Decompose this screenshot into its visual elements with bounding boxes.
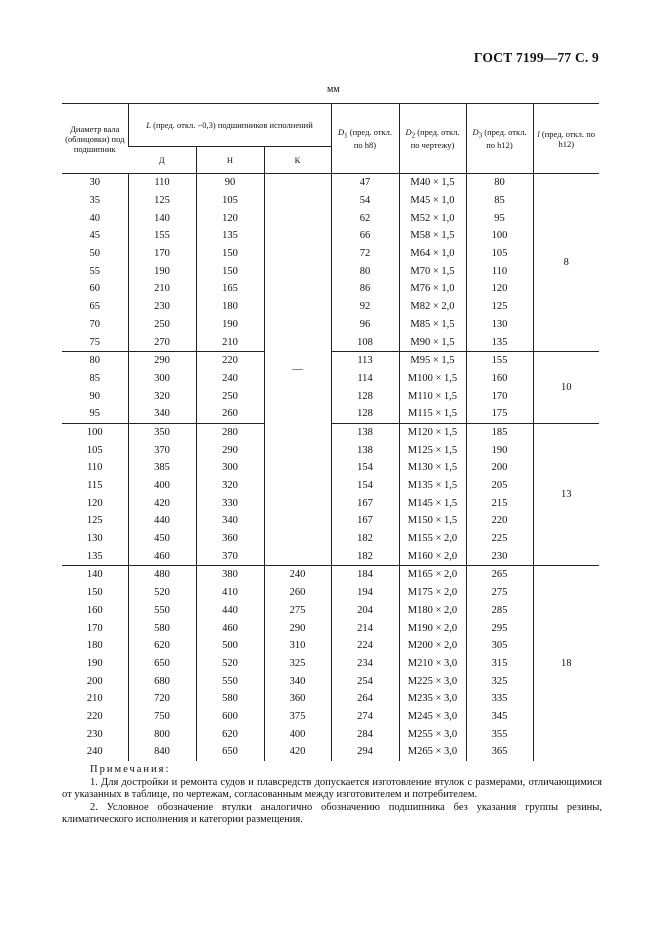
- cell-length-N: 150: [196, 245, 264, 263]
- cell-shaft-diameter: 200: [86, 675, 103, 687]
- cell-D1: 204: [331, 602, 399, 620]
- table-row: [62, 423, 599, 441]
- cell-D2: M145 × 1,5: [399, 494, 466, 512]
- table-row: [62, 459, 599, 477]
- cell-D3: 170: [466, 387, 533, 405]
- cell-D1: 167: [331, 494, 399, 512]
- cell-D3: 135: [466, 333, 533, 351]
- cell-shaft-diameter: 55: [89, 265, 100, 277]
- cell-length-D: 250: [128, 316, 196, 334]
- cell-D1: 274: [331, 708, 399, 726]
- cell-shaft-diameter: 85: [89, 372, 100, 384]
- cell-shaft-diameter: 190: [86, 657, 103, 669]
- cell-length-K: 240: [264, 566, 331, 584]
- cell-D3: 335: [466, 690, 533, 708]
- cell-length-D: 800: [128, 725, 196, 743]
- cell-shaft-diameter: 170: [86, 622, 103, 634]
- cell-D3: 225: [466, 530, 533, 548]
- table-row: [62, 672, 599, 690]
- cell-length-N: 620: [196, 725, 264, 743]
- cell-length-N: 460: [196, 619, 264, 637]
- cell-length-N: 650: [196, 743, 264, 761]
- cell-D2: M225 × 3,0: [399, 672, 466, 690]
- cell-shaft-diameter: 115: [87, 480, 103, 492]
- table-row: [62, 174, 599, 192]
- cell-shaft-diameter: 100: [62, 423, 128, 441]
- cell-D3: 215: [466, 494, 533, 512]
- table-row: [62, 298, 599, 316]
- cell-D2: M175 × 2,0: [399, 584, 466, 602]
- cell-D1: 47: [331, 174, 399, 192]
- cell-shaft-diameter: 105: [86, 444, 103, 456]
- cell-D1: 224: [331, 637, 399, 655]
- cell-D2: M255 × 3,0: [399, 725, 466, 743]
- cell-shaft-diameter: 150: [86, 587, 103, 599]
- table-row: [62, 566, 599, 584]
- table-row: [62, 690, 599, 708]
- cell-length-N: 260: [196, 405, 264, 423]
- table-row: [62, 512, 599, 530]
- cell-D3: 275: [466, 584, 533, 602]
- cell-l-group: 10: [533, 351, 599, 423]
- cell-length-N: 410: [196, 584, 264, 602]
- cell-shaft-diameter: 80: [62, 351, 128, 369]
- cell-length-N: 380: [196, 566, 264, 584]
- cell-D1: 182: [331, 547, 399, 565]
- header-version-N: Н: [196, 147, 264, 174]
- header-length-L: L (пред. откл. −0,3) подшипников исполнений: [128, 104, 331, 147]
- cell-D3: 325: [466, 672, 533, 690]
- cell-length-N: 580: [196, 690, 264, 708]
- table-row: [62, 192, 599, 210]
- cell-D2: M64 × 1,0: [399, 245, 466, 263]
- cell-D3: 95: [466, 209, 533, 227]
- cell-D1: 138: [331, 423, 399, 441]
- cell-D3: 200: [466, 459, 533, 477]
- cell-shaft-diameter: 110: [87, 462, 103, 474]
- cell-length-K: 325: [264, 655, 331, 673]
- header-D2: $D_2$ (пред. откл. по чертежу): [399, 104, 466, 174]
- cell-D1: 66: [331, 227, 399, 245]
- cell-shaft-diameter: 230: [86, 728, 103, 740]
- cell-length-D: 620: [128, 637, 196, 655]
- note-item: 1. Для достройки и ремонта судов и плавсредств допускается изготовление втулок с размерами, отличающимися от указанных в таблице, по чертежам, согласованным между изготовителем и потребителем.: [62, 776, 602, 800]
- cell-length-D: 550: [128, 602, 196, 620]
- table-row: [62, 280, 599, 298]
- cell-length-K: 360: [264, 690, 331, 708]
- cell-D3: 85: [466, 192, 533, 210]
- cell-shaft-diameter: 125: [86, 515, 103, 527]
- cell-length-N: 180: [196, 298, 264, 316]
- header-version-D: Д: [128, 147, 196, 174]
- cell-D1: 167: [331, 512, 399, 530]
- cell-length-K: 275: [264, 602, 331, 620]
- cell-D1: 234: [331, 655, 399, 673]
- cell-length-N: 440: [196, 602, 264, 620]
- table-row: [62, 602, 599, 620]
- cell-D3: 205: [466, 477, 533, 495]
- cell-D3: 110: [466, 262, 533, 280]
- units-label: мм: [327, 84, 340, 95]
- cell-length-K: 310: [264, 637, 331, 655]
- cell-D3: 100: [466, 227, 533, 245]
- cell-shaft-diameter: 140: [62, 566, 128, 584]
- cell-length-N: 135: [196, 227, 264, 245]
- cell-D1: 128: [331, 405, 399, 423]
- cell-length-K: 400: [264, 725, 331, 743]
- table-row: [62, 743, 599, 761]
- cell-shaft-diameter: 135: [86, 550, 103, 562]
- cell-shaft-diameter: 180: [86, 640, 103, 652]
- cell-length-D: 320: [128, 387, 196, 405]
- note-item: 2. Условное обозначение втулки аналогично обозначению подшипника без указания группы резины, климатического исполнения и категории размещения.: [62, 801, 602, 825]
- cell-D2: M115 × 1,5: [399, 405, 466, 423]
- cell-D1: 62: [331, 209, 399, 227]
- cell-D3: 220: [466, 512, 533, 530]
- cell-length-D: 480: [128, 566, 196, 584]
- cell-D2: M95 × 1,5: [399, 351, 466, 369]
- cell-D1: 194: [331, 584, 399, 602]
- cell-length-D: 270: [128, 333, 196, 351]
- cell-shaft-diameter: 50: [89, 248, 100, 260]
- table-row: [62, 655, 599, 673]
- cell-length-D: 680: [128, 672, 196, 690]
- table-row: [62, 708, 599, 726]
- cell-D2: M76 × 1,0: [399, 280, 466, 298]
- cell-D1: 154: [331, 459, 399, 477]
- cell-D2: M245 × 3,0: [399, 708, 466, 726]
- header-D3: $D_3$ (пред. откл. по h12): [466, 104, 533, 174]
- cell-length-K: 290: [264, 619, 331, 637]
- header-version-K: К: [264, 147, 331, 174]
- cell-D1: 114: [331, 370, 399, 388]
- cell-D3: 285: [466, 602, 533, 620]
- table-row: [62, 405, 599, 423]
- cell-D2: M180 × 2,0: [399, 602, 466, 620]
- cell-length-N: 280: [196, 423, 264, 441]
- cell-shaft-diameter: 220: [86, 710, 103, 722]
- cell-D2: M110 × 1,5: [399, 387, 466, 405]
- cell-length-N: 290: [196, 441, 264, 459]
- cell-l-group: 18: [533, 566, 599, 761]
- table-body: [62, 174, 599, 761]
- cell-D3: 365: [466, 743, 533, 761]
- cell-D1: 128: [331, 387, 399, 405]
- cell-length-N: 320: [196, 477, 264, 495]
- cell-length-N: 240: [196, 370, 264, 388]
- cell-length-N: 150: [196, 262, 264, 280]
- cell-D1: 80: [331, 262, 399, 280]
- cell-D2: M150 × 1,5: [399, 512, 466, 530]
- cell-length-N: 370: [196, 547, 264, 565]
- table-row: [62, 441, 599, 459]
- cell-l-group: 13: [533, 423, 599, 566]
- cell-length-D: 840: [128, 743, 196, 761]
- dimensions-table: [62, 103, 599, 761]
- cell-D3: 185: [466, 423, 533, 441]
- cell-D1: 72: [331, 245, 399, 263]
- cell-length-N: 550: [196, 672, 264, 690]
- cell-length-K: 375: [264, 708, 331, 726]
- cell-length-N: 90: [196, 174, 264, 192]
- cell-length-K: 260: [264, 584, 331, 602]
- cell-D2: M90 × 1,5: [399, 333, 466, 351]
- cell-D3: 175: [466, 405, 533, 423]
- cell-D2: M85 × 1,5: [399, 316, 466, 334]
- table-row: [62, 637, 599, 655]
- cell-D2: M210 × 3,0: [399, 655, 466, 673]
- notes: [62, 764, 602, 827]
- cell-D2: M155 × 2,0: [399, 530, 466, 548]
- cell-length-D: 400: [128, 477, 196, 495]
- cell-shaft-diameter: 240: [86, 746, 103, 758]
- table-row: [62, 333, 599, 351]
- cell-D2: M52 × 1,0: [399, 209, 466, 227]
- cell-length-D: 750: [128, 708, 196, 726]
- cell-shaft-diameter: 65: [89, 301, 100, 313]
- page-header: ГОСТ 7199—77 С. 9: [473, 50, 599, 65]
- cell-D3: 130: [466, 316, 533, 334]
- cell-length-D: 440: [128, 512, 196, 530]
- cell-length-N: 360: [196, 530, 264, 548]
- cell-D2: M135 × 1,5: [399, 477, 466, 495]
- table-row: [62, 316, 599, 334]
- cell-D1: 86: [331, 280, 399, 298]
- table-row: [62, 351, 599, 369]
- cell-D3: 345: [466, 708, 533, 726]
- cell-shaft-diameter: 120: [86, 497, 103, 509]
- cell-length-N: 190: [196, 316, 264, 334]
- header-shaft-diameter: Диаметр вала (облицовки) под подшипник: [62, 104, 128, 174]
- cell-D2: M58 × 1,5: [399, 227, 466, 245]
- cell-D1: 92: [331, 298, 399, 316]
- cell-D2: M82 × 2,0: [399, 298, 466, 316]
- cell-length-D: 155: [128, 227, 196, 245]
- cell-length-N: 520: [196, 655, 264, 673]
- cell-l-group: 8: [533, 174, 599, 352]
- table-row: [62, 494, 599, 512]
- cell-length-D: 300: [128, 370, 196, 388]
- cell-D2: M130 × 1,5: [399, 459, 466, 477]
- cell-length-D: 140: [128, 209, 196, 227]
- cell-length-N: 120: [196, 209, 264, 227]
- cell-length-K: 420: [264, 743, 331, 761]
- cell-D3: 80: [466, 174, 533, 192]
- cell-D2: M100 × 1,5: [399, 370, 466, 388]
- cell-D1: 113: [331, 351, 399, 369]
- cell-length-N: 300: [196, 459, 264, 477]
- cell-length-D: 290: [128, 351, 196, 369]
- cell-D1: 182: [331, 530, 399, 548]
- table-row: [62, 530, 599, 548]
- cell-length-D: 110: [128, 174, 196, 192]
- cell-length-D: 370: [128, 441, 196, 459]
- cell-length-D: 450: [128, 530, 196, 548]
- cell-D1: 264: [331, 690, 399, 708]
- cell-D2: M200 × 2,0: [399, 637, 466, 655]
- cell-shaft-diameter: 160: [86, 604, 103, 616]
- notes-title: Примечания:: [90, 764, 171, 775]
- cell-shaft-diameter: 210: [86, 693, 103, 705]
- cell-D1: 96: [331, 316, 399, 334]
- cell-D1: 214: [331, 619, 399, 637]
- cell-D3: 295: [466, 619, 533, 637]
- cell-D3: 160: [466, 370, 533, 388]
- table-row: [62, 209, 599, 227]
- table-row: [62, 370, 599, 388]
- cell-D2: M120 × 1,5: [399, 423, 466, 441]
- table-row: [62, 262, 599, 280]
- cell-length-N: 165: [196, 280, 264, 298]
- header-l: l (пред. откл. по h12): [533, 104, 599, 174]
- cell-length-N: 500: [196, 637, 264, 655]
- cell-D2: M125 × 1,5: [399, 441, 466, 459]
- cell-D2: M160 × 2,0: [399, 547, 466, 565]
- cell-D1: 294: [331, 743, 399, 761]
- cell-D1: 184: [331, 566, 399, 584]
- cell-D3: 120: [466, 280, 533, 298]
- table-row: [62, 584, 599, 602]
- cell-D2: M40 × 1,5: [399, 174, 466, 192]
- cell-D3: 315: [466, 655, 533, 673]
- cell-D2: M165 × 2,0: [399, 566, 466, 584]
- cell-D2: M235 × 3,0: [399, 690, 466, 708]
- cell-D2: M265 × 3,0: [399, 743, 466, 761]
- cell-D1: 154: [331, 477, 399, 495]
- cell-D3: 190: [466, 441, 533, 459]
- cell-length-D: 230: [128, 298, 196, 316]
- cell-D2: M190 × 2,0: [399, 619, 466, 637]
- cell-length-D: 350: [128, 423, 196, 441]
- cell-length-D: 580: [128, 619, 196, 637]
- cell-D1: 254: [331, 672, 399, 690]
- cell-shaft-diameter: 60: [89, 283, 100, 295]
- cell-D1: 138: [331, 441, 399, 459]
- cell-length-D: 340: [128, 405, 196, 423]
- cell-length-N: 105: [196, 192, 264, 210]
- cell-shaft-diameter: 75: [89, 336, 100, 348]
- cell-D3: 105: [466, 245, 533, 263]
- cell-length-D: 170: [128, 245, 196, 263]
- cell-D3: 230: [466, 547, 533, 565]
- cell-D1: 108: [331, 333, 399, 351]
- cell-length-D: 190: [128, 262, 196, 280]
- cell-length-D: 210: [128, 280, 196, 298]
- cell-length-N: 600: [196, 708, 264, 726]
- table-row: [62, 387, 599, 405]
- cell-length-D: 460: [128, 547, 196, 565]
- table-row: [62, 619, 599, 637]
- cell-D3: 355: [466, 725, 533, 743]
- cell-D3: 305: [466, 637, 533, 655]
- cell-length-D: 125: [128, 192, 196, 210]
- cell-length-N: 330: [196, 494, 264, 512]
- cell-shaft-diameter: 70: [89, 318, 100, 330]
- table-row: [62, 245, 599, 263]
- cell-D3: 265: [466, 566, 533, 584]
- cell-D2: M45 × 1,0: [399, 192, 466, 210]
- cell-length-D: 420: [128, 494, 196, 512]
- cell-length-D: 720: [128, 690, 196, 708]
- table-row: [62, 547, 599, 565]
- cell-length-N: 210: [196, 333, 264, 351]
- cell-shaft-diameter: 90: [89, 390, 100, 402]
- table-row: [62, 725, 599, 743]
- cell-D1: 54: [331, 192, 399, 210]
- cell-length-N: 340: [196, 512, 264, 530]
- cell-length-D: 650: [128, 655, 196, 673]
- cell-D3: 155: [466, 351, 533, 369]
- table-row: [62, 227, 599, 245]
- cell-length-D: 385: [128, 459, 196, 477]
- cell-D3: 125: [466, 298, 533, 316]
- cell-shaft-diameter: 130: [86, 533, 103, 545]
- cell-length-N: 250: [196, 387, 264, 405]
- cell-length-N: 220: [196, 351, 264, 369]
- table-row: [62, 477, 599, 495]
- cell-length-K-dash: —: [264, 174, 331, 566]
- cell-D1: 284: [331, 725, 399, 743]
- cell-shaft-diameter: 95: [89, 408, 100, 420]
- cell-length-K: 340: [264, 672, 331, 690]
- cell-shaft-diameter: 30: [62, 174, 128, 192]
- cell-shaft-diameter: 35: [89, 195, 100, 207]
- header-D1: $D_1$ (пред. откл. по h8): [331, 104, 399, 174]
- cell-D2: M70 × 1,5: [399, 262, 466, 280]
- cell-length-D: 520: [128, 584, 196, 602]
- cell-shaft-diameter: 45: [89, 230, 100, 242]
- cell-shaft-diameter: 40: [89, 212, 100, 224]
